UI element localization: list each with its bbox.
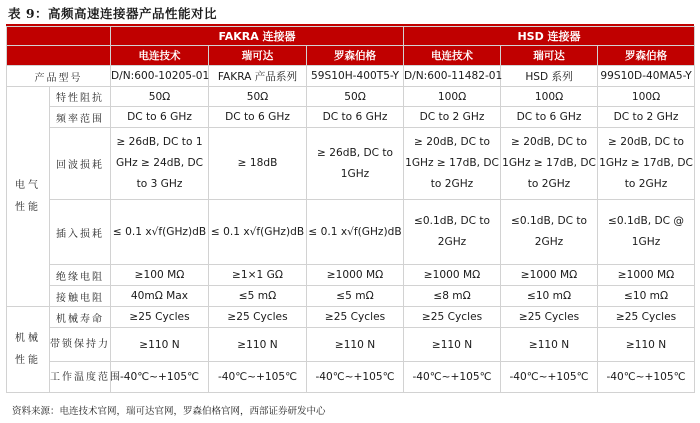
table-cell: ≥ 20dB, DC to 1GHz ≥ 17dB, DC to 2GHz bbox=[404, 128, 501, 200]
table-row bbox=[7, 286, 695, 307]
table-cell: 50Ω bbox=[111, 87, 209, 107]
table-cell: FAKRA 产品系列 bbox=[209, 66, 307, 87]
category-mechanical-line2: 性能 bbox=[15, 354, 41, 366]
table-cell: 59S10H-400T5-Y bbox=[307, 66, 404, 87]
row-label: 绝缘电阻 bbox=[50, 265, 111, 286]
table-cell: ≤ 0.1 x√f(GHz)dB bbox=[111, 200, 209, 265]
table-cell: DC to 6 GHz bbox=[307, 107, 404, 128]
category-electrical bbox=[7, 87, 50, 307]
table-cell: ≥110 N bbox=[501, 328, 598, 362]
table-row bbox=[7, 128, 695, 200]
table-cell: 100Ω bbox=[404, 87, 501, 107]
table-cell: D/N:600-11482-01 bbox=[404, 66, 501, 87]
table-cell: ≥25 Cycles bbox=[404, 307, 501, 328]
table-cell: ≤5 mΩ bbox=[209, 286, 307, 307]
table-cell: DC to 2 GHz bbox=[404, 107, 501, 128]
table-cell: -40℃~+105℃ bbox=[501, 362, 598, 393]
table-cell: ≥110 N bbox=[209, 328, 307, 362]
group-fakra: FAKRA 连接器 bbox=[111, 27, 404, 46]
table-cell: ≥ 20dB, DC to 1GHz ≥ 17dB, DC to 2GHz bbox=[598, 128, 695, 200]
table-cell: HSD 系列 bbox=[501, 66, 598, 87]
table-cell: ≥110 N bbox=[404, 328, 501, 362]
mfr-header: 瑞可达 bbox=[501, 46, 598, 66]
table-row bbox=[7, 328, 695, 362]
row-label: 插入损耗 bbox=[50, 200, 111, 265]
table-cell: ≥1000 MΩ bbox=[404, 265, 501, 286]
table-cell: DC to 6 GHz bbox=[501, 107, 598, 128]
table-cell: -40℃~+105℃ bbox=[598, 362, 695, 393]
table-cell: 50Ω bbox=[307, 87, 404, 107]
table-cell: ≤10 mΩ bbox=[501, 286, 598, 307]
table-row bbox=[7, 107, 695, 128]
table-cell: ≥110 N bbox=[111, 328, 209, 362]
table-cell: 100Ω bbox=[501, 87, 598, 107]
row-label-model: 产品型号 bbox=[7, 66, 111, 87]
table-cell: ≤0.1dB, DC @ 1GHz bbox=[598, 200, 695, 265]
comparison-table bbox=[6, 26, 695, 393]
table-cell: ≤10 mΩ bbox=[598, 286, 695, 307]
table-row bbox=[7, 87, 695, 107]
table-cell: -40℃~+105℃ bbox=[209, 362, 307, 393]
mfr-header: 瑞可达 bbox=[209, 46, 307, 66]
table-cell: 50Ω bbox=[209, 87, 307, 107]
source-footnote: 资料来源：电连技术官网，瑞可达官网，罗森伯格官网，西部证券研发中心 bbox=[12, 406, 326, 417]
table-cell: ≥110 N bbox=[598, 328, 695, 362]
header-blank bbox=[7, 27, 111, 46]
table-cell: 99S10D-40MA5-Y bbox=[598, 66, 695, 87]
table-title: 表 9：高频高速连接器产品性能对比 bbox=[8, 6, 218, 21]
table-cell: ≤5 mΩ bbox=[307, 286, 404, 307]
table-row bbox=[7, 66, 695, 87]
category-electrical-line2: 性能 bbox=[15, 201, 41, 213]
table-cell: ≥ 18dB bbox=[209, 128, 307, 200]
row-label: 工作温度范围 bbox=[50, 362, 111, 393]
table-cell: D/N:600-10205-01 bbox=[111, 66, 209, 87]
row-label: 特性阻抗 bbox=[50, 87, 111, 107]
table-cell: ≥25 Cycles bbox=[111, 307, 209, 328]
table-cell: ≥1000 MΩ bbox=[598, 265, 695, 286]
header-blank-2 bbox=[7, 46, 111, 66]
table-cell: ≤ 0.1 x√f(GHz)dB bbox=[209, 200, 307, 265]
mfr-header: 罗森伯格 bbox=[307, 46, 404, 66]
mfr-header: 电连技术 bbox=[404, 46, 501, 66]
table-cell: ≥1000 MΩ bbox=[501, 265, 598, 286]
table-cell: -40℃~+105℃ bbox=[307, 362, 404, 393]
table-cell: ≥25 Cycles bbox=[209, 307, 307, 328]
table-cell: -40℃~+105℃ bbox=[111, 362, 209, 393]
table-cell: ≥25 Cycles bbox=[307, 307, 404, 328]
row-label: 频率范围 bbox=[50, 107, 111, 128]
table-row bbox=[7, 200, 695, 265]
row-label: 接触电阻 bbox=[50, 286, 111, 307]
table-cell: 100Ω bbox=[598, 87, 695, 107]
table-cell: DC to 6 GHz bbox=[209, 107, 307, 128]
table-cell: ≥110 N bbox=[307, 328, 404, 362]
table-cell: 40mΩ Max bbox=[111, 286, 209, 307]
row-label: 回波损耗 bbox=[50, 128, 111, 200]
mfr-header: 罗森伯格 bbox=[598, 46, 695, 66]
table-cell: ≥ 20dB, DC to 1GHz ≥ 17dB, DC to 2GHz bbox=[501, 128, 598, 200]
category-electrical-line1: 电气 bbox=[15, 179, 41, 191]
table-cell: ≥ 26dB, DC to 1 GHz ≥ 24dB, DC to 3 GHz bbox=[111, 128, 209, 200]
table-cell: ≤ 0.1 x√f(GHz)dB bbox=[307, 200, 404, 265]
row-label: 带锁保持力 bbox=[50, 328, 111, 362]
table-row bbox=[7, 362, 695, 393]
table-cell: ≥25 Cycles bbox=[598, 307, 695, 328]
table-cell: -40℃~+105℃ bbox=[404, 362, 501, 393]
table-cell: ≥100 MΩ bbox=[111, 265, 209, 286]
table-cell: DC to 6 GHz bbox=[111, 107, 209, 128]
table-cell: ≥1000 MΩ bbox=[307, 265, 404, 286]
category-mechanical-line1: 机械 bbox=[15, 332, 41, 344]
table-cell: DC to 2 GHz bbox=[598, 107, 695, 128]
table-cell: ≤0.1dB, DC to 2GHz bbox=[501, 200, 598, 265]
table-cell: ≤0.1dB, DC to 2GHz bbox=[404, 200, 501, 265]
table-cell: ≥1×1 GΩ bbox=[209, 265, 307, 286]
table-cell: ≥25 Cycles bbox=[501, 307, 598, 328]
table-row bbox=[7, 265, 695, 286]
table-cell: ≥ 26dB, DC to 1GHz bbox=[307, 128, 404, 200]
mfr-header: 电连技术 bbox=[111, 46, 209, 66]
category-mechanical bbox=[7, 307, 50, 393]
table-cell: ≤8 mΩ bbox=[404, 286, 501, 307]
row-label: 机械寿命 bbox=[50, 307, 111, 328]
group-hsd: HSD 连接器 bbox=[404, 27, 695, 46]
table-row bbox=[7, 307, 695, 328]
